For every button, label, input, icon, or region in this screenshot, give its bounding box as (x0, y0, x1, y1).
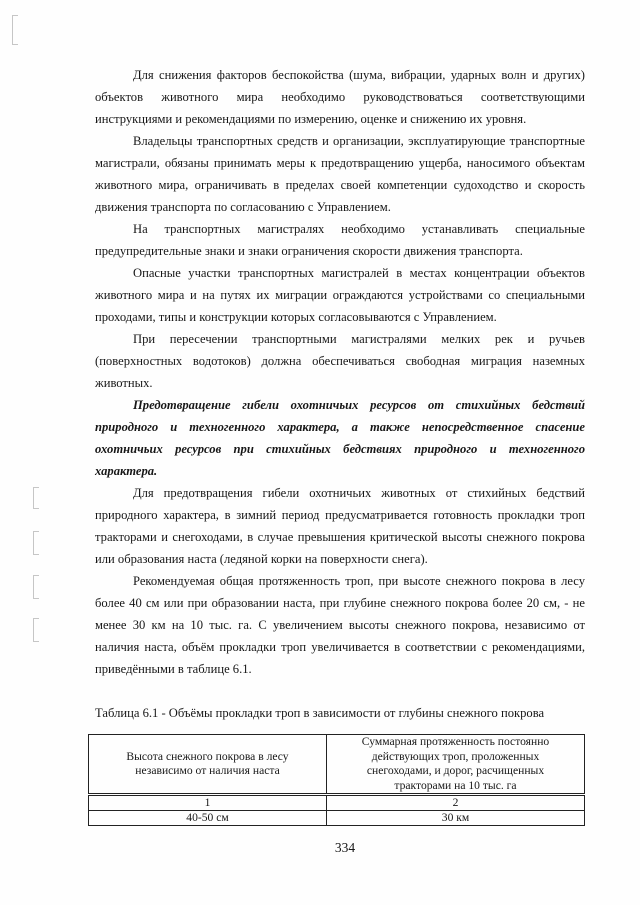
paragraph-3: На транспортных магистралях необходимо устанавливать специальные предупредительные знаки и знаки ограничения скорости движения транспорта. (95, 222, 585, 258)
table-header-snow-depth: Высота снежного покрова в лесу независимо от наличия наста (89, 735, 327, 795)
paragraph-1: Для снижения факторов беспокойства (шума, вибрации, ударных волн и других) объектов животного мира необходимо руководствоваться соответствующими инструкциями и рекомендациями по измерению, оценке и снижению их уровня. (95, 68, 585, 126)
scan-artifact-mark (12, 15, 18, 45)
table-column-number: 2 (327, 795, 585, 811)
document-body (95, 64, 585, 858)
scan-artifact-mark (33, 531, 39, 555)
scan-artifact-mark (33, 487, 39, 509)
paragraph-7: Рекомендуемая общая протяженность троп, при высоте снежного покрова в лесу более 40 см или при образовании наста, при глубине снежного покрова более 20 см, - не менее 30 км на 10 тыс. га. С увеличением высоты снежного покрова, независимо от наличия наста, объём прокладки троп увеличивается в соответствии с рекомендациями, приведёнными в таблице 6.1. (95, 574, 585, 676)
table-cell-trail-length: 30 км (327, 811, 585, 826)
scan-artifact-mark (33, 575, 39, 599)
table-cell-snow-depth: 40-50 см (89, 811, 327, 826)
table-column-number-row (89, 795, 585, 811)
table-header-row (89, 735, 585, 795)
table-column-number: 1 (89, 795, 327, 811)
page-number: 334 (334, 840, 356, 856)
section-heading: Предотвращение гибели охотничьих ресурсов от стихийных бедствий природного и техногенного характера, а также непосредственное спасение охотничьих ресурсов при стихийных бедствиях природного и техногенного характера. (95, 398, 585, 478)
paragraph-4: Опасные участки транспортных магистралей в местах концентрации объектов животного мира и на путях их миграции ограждаются устройствами со специальными проходами, типы и конструкции которых согласовываются с Управлением. (95, 266, 585, 324)
table-caption: Таблица 6.1 - Объёмы прокладки троп в зависимости от глубины снежного покрова (95, 706, 545, 720)
table-row (89, 811, 585, 826)
table-header-trail-length: Суммарная протяженность постоянно действующих троп, проложенных снегоходами, и дорог, расчищенных тракторами на 10 тыс. га (327, 735, 585, 795)
paragraph-2: Владельцы транспортных средств и организации, эксплуатирующие транспортные магистрали, обязаны принимать меры к предотвращению ущерба, наносимого объектам животного мира, ограничивать в пределах своей компетенции судоходство и скорость движения транспорта по согласованию с Управлением. (95, 134, 585, 214)
paragraph-6: Для предотвращения гибели охотничьих животных от стихийных бедствий природного характера, в зимний период предусматривается готовность прокладки троп тракторами и снегоходами, в случае превышения критической высоты снежного покрова или образования наста (ледяной корки на поверхности снега). (95, 486, 585, 566)
paragraph-5: При пересечении транспортными магистралями мелких рек и ручьев (поверхностных водотоков) должна обеспечиваться свободная миграция наземных животных. (95, 332, 585, 390)
scan-artifact-mark (33, 618, 39, 642)
snow-depth-trail-table (88, 734, 585, 826)
